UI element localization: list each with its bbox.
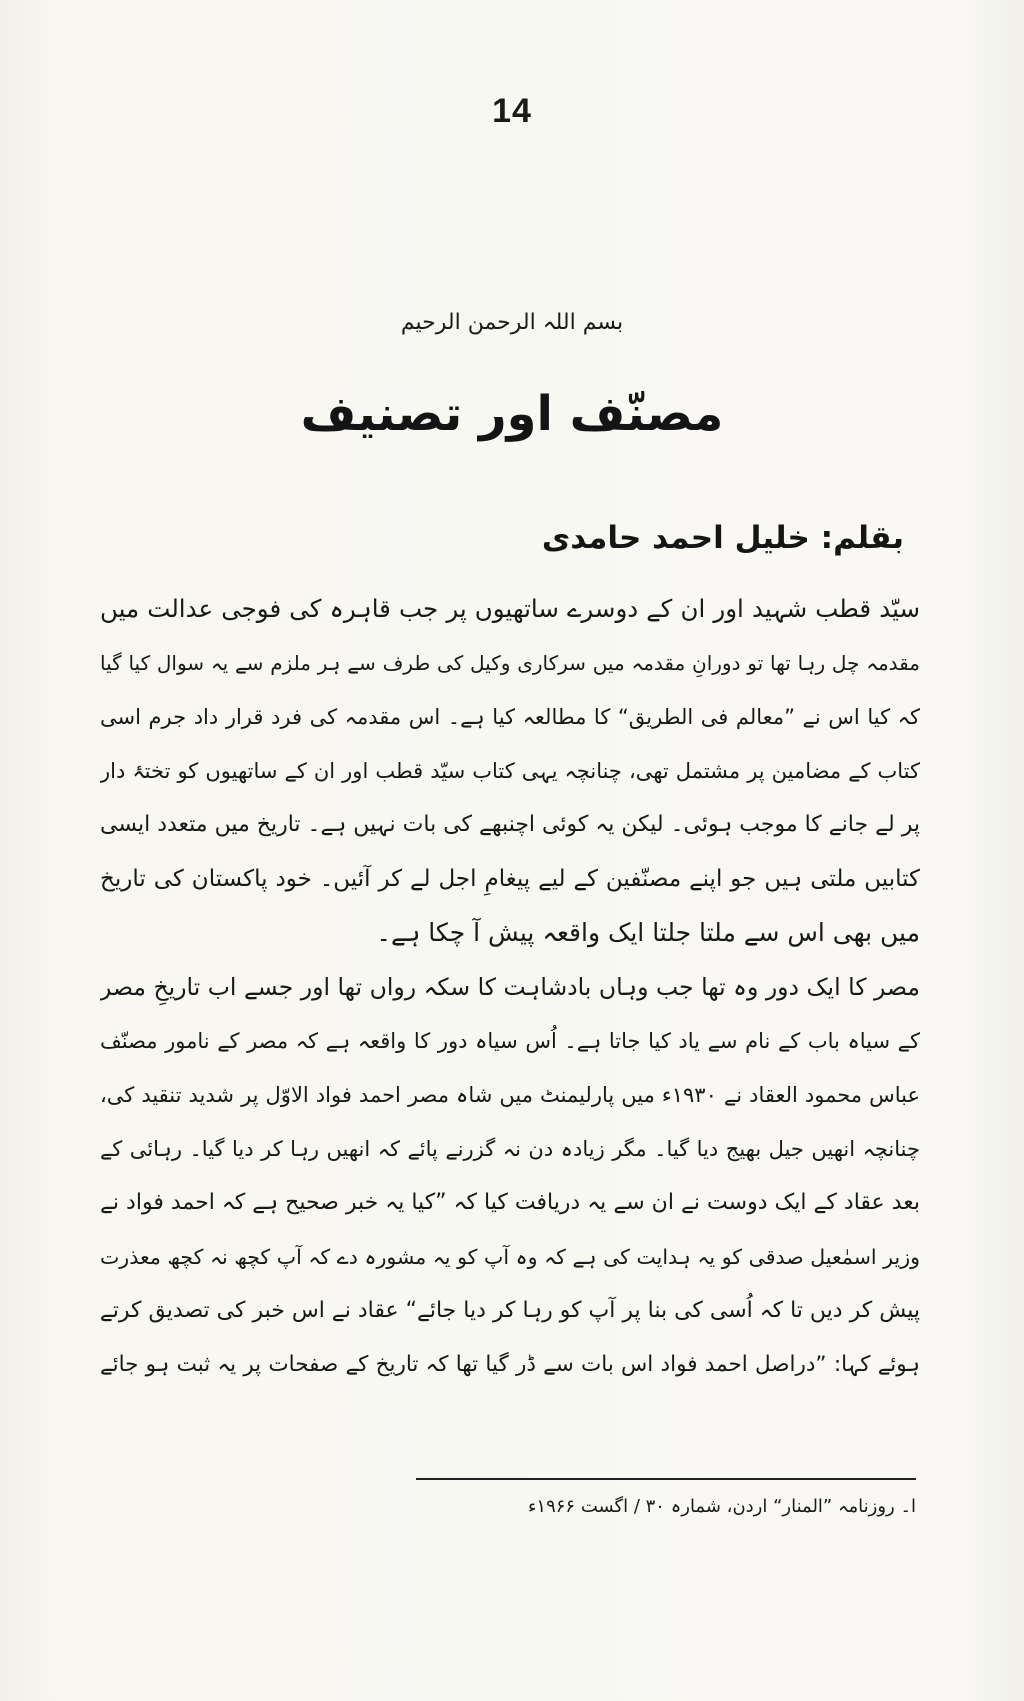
text-line: بعد عقاد کے ایک دوست نے ان سے یہ دریافت کیا کہ ”کیا یہ خبر صحیح ہے کہ احمد فواد نے (100, 1190, 920, 1215)
chapter-title: مصنّف اور تصنیف (300, 386, 724, 442)
body-text (100, 582, 920, 1392)
text-line: کے سیاہ باب کے نام سے یاد کیا جاتا ہے۔ اُس سیاہ دور کا واقعہ ہے کہ مصر کے نامور مصنّف (100, 1029, 920, 1053)
footnote: ا۔ روزنامہ ”المنار“ اردن، شمارہ ۳۰ / اگست ۱۹۶۶ء (527, 1496, 916, 1517)
text-line: میں بھی اس سے ملتا جلتا ایک واقعہ پیش آ چکا ہے۔ (376, 918, 920, 947)
text-line: وزیر اسمٰعیل صدقی کو یہ ہدایت کی ہے کہ وہ آپ کو یہ مشورہ دے کہ آپ کچھ نہ کچھ معذرت (100, 1245, 920, 1269)
text-line: کہ کیا اس نے ”معالم فی الطریق“ کا مطالعہ کیا ہے۔ اس مقدمہ کی فرد قرار داد جرم اسی (100, 705, 920, 729)
text-line: کتابیں ملتی ہیں جو اپنے مصنّفین کے لیے پیغامِ اجل لے کر آئیں۔ خود پاکستان کی تاریخ (100, 866, 920, 892)
text-line: چنانچہ انھیں جیل بھیج دیا گیا۔ مگر زیادہ دن نہ گزرنے پائے کہ انھیں رہا کر دیا گیا۔ رہائی کے (100, 1137, 920, 1161)
bismillah-heading: بسم اللہ الرحمن الرحیم (400, 310, 624, 335)
text-line: عباس محمود العقاد نے ۱۹۳۰ء میں پارلیمنٹ میں شاہ مصر احمد فواد الاوّل پر شدید تنقید کی، (100, 1083, 920, 1107)
text-line: پر لے جانے کا موجب ہوئی۔ لیکن یہ کوئی اچنبھے کی بات نہیں ہے۔ تاریخ میں متعدد ایسی (100, 812, 920, 837)
text-line: پیش کر دیں تا کہ اُسی کی بنا پر آپ کو رہا کر دیا جائے“ عقاد نے اس خبر کی تصدیق کرتے (100, 1298, 920, 1323)
text-line: مصر کا ایک دور وہ تھا جب وہاں بادشاہت کا سکہ رواں تھا اور جسے اب تاریخِ مصر (100, 973, 920, 1001)
text-line: ہوئے کہا: ”دراصل احمد فواد اس بات سے ڈر گیا تھا کہ تاریخ کے صفحات پر یہ ثبت ہو جائے (100, 1352, 920, 1377)
page-number: 14 (492, 92, 532, 130)
text-line: کتاب کے مضامین پر مشتمل تھی، چنانچہ یہی کتاب سیّد قطب اور ان کے ساتھیوں کو تختۂ دار (100, 759, 920, 783)
footnote-divider (416, 1478, 916, 1480)
author-byline: بقلم: خلیل احمد حامدی (541, 520, 904, 556)
text-line: مقدمہ چل رہا تھا تو دورانِ مقدمہ میں سرکاری وکیل کی طرف سے ہر ملزم سے یہ سوال کیا گیا (100, 651, 920, 675)
text-line: سیّد قطب شہید اور ان کے دوسرے ساتھیوں پر جب قاہرہ کی فوجی عدالت میں (100, 594, 920, 623)
